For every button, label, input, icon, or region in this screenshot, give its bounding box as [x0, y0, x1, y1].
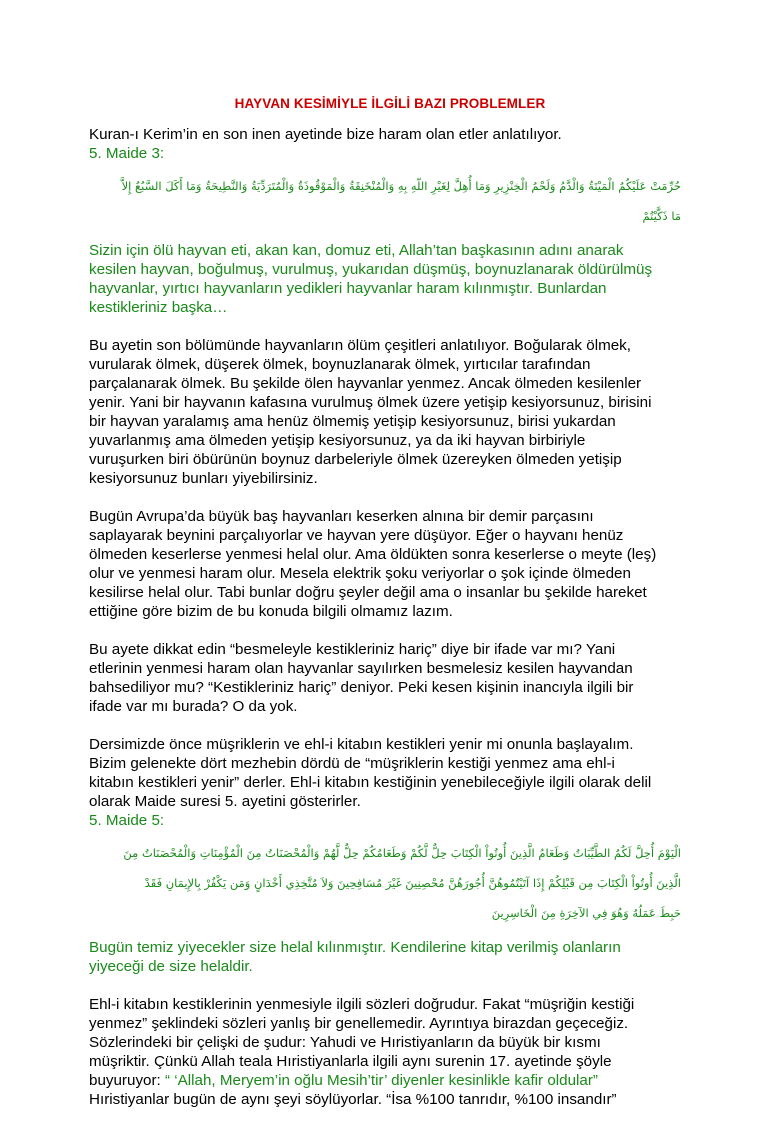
text-line: yenir. Yani bir hayvanın kafasına vurulmuş ölmek üzere yetişip kesiyorsunuz, birisini [89, 394, 652, 411]
arabic-line: الَّذِينَ أُوتُواْ الْكِتَابَ مِن قَبْلِكُمْ إِذَا آتَيْتُمُوهُنَّ أُجُورَهُنَّ مُحْصِنِينَ غَيْرَ مُسَافِحِينَ وَلاَ مُتَّخِذِي أَخْدَانٍ وَمَن يَكْفُرْ بِالإِيمَانِ فَقَدْ [144, 876, 681, 890]
text-line: Bizim gelenekte dört mezhebin dördü de “müşriklerin kestiği yenmez ama ehl-i [89, 755, 615, 772]
verse-reference: 5. Maide 5: [89, 812, 165, 829]
text-line: müşriktir. Çünkü Allah teala Hıristiyanlarla ilgili aynı surenin 17. ayetinde şöyle [89, 1053, 612, 1070]
text-line: kesiyorsunuz bunları yiyebilirsiniz. [89, 470, 318, 487]
text-line: bir hayvan yaralamış ama henüz ölmemiş yetişip kesiyorsunuz, birisi yukardan [89, 413, 616, 430]
page-title: HAYVAN KESİMİYLE İLGİLİ BAZI PROBLEMLER [234, 96, 546, 111]
text-line: Bu ayete dikkat edin “besmeleyle kestikleriniz hariç” diye bir ifade var mı? Yani [89, 641, 616, 658]
text-line: ettiğine göre bizim de bu konuda bilgili olmamız lazım. [89, 603, 453, 620]
document-page [89, 94, 681, 1128]
text-line: Bugün Avrupa’da büyük baş hayvanları keserken alnına bir demir parçasını [89, 508, 594, 525]
text-line: Dersimizde önce müşriklerin ve ehl-i kitabın kestikleri yenir mi onunla başlayalım. [89, 736, 634, 753]
text-line: kitabın kestikleri yenir” derler. Ehl-i kitabın kestiğinin yenebileceğiyle ilgili olarak delil [89, 774, 652, 791]
text-line: parçalanarak ölmek. Bu şekilde ölen hayvanlar yenmez. Ancak ölmeden kesilenler [89, 375, 642, 392]
paragraph-europe [89, 507, 681, 621]
text-line: saplayarak beynini parçalıyorlar ve hayvan yere düşüyor. Eğer o hayvanı henüz [89, 527, 624, 544]
text-line: vurularak ölmek, düşerek ölmek, boynuzlanarak ölmek, yırtıcılar tarafından [89, 356, 591, 373]
verse-quote: “ ‘Allah, Meryem’in oğlu Mesih’tir’ diyenler kesinlikle kafir oldular” [164, 1072, 598, 1089]
text-line: olur ve yenmesi haram olur. Mesela elektrik şoku veriyorlar o şok içinde ölmeden [89, 565, 631, 582]
arabic-line: مَا ذَكَّيْتُمْ [642, 209, 681, 223]
verse-translation [89, 241, 681, 317]
text-line: etlerinin yenmesi haram olan hayvanlar sayılırken besmelesiz kesilen hayvandan [89, 660, 633, 677]
text-line: Bugün temiz yiyecekler size helal kılınmıştır. Kendilerine kitap verilmiş olanların [89, 939, 621, 956]
arabic-line: حَبِطَ عَمَلُهُ وَهُوَ فِي الآخِرَةِ مِنَ الْخَاسِرِينَ [491, 906, 681, 920]
text-line: kesilen hayvan, boğulmuş, vurulmuş, yukarıdan düşmüş, boynuzlanarak öldürülmüş [89, 261, 653, 278]
paragraph-ehl-i-kitab [89, 735, 681, 830]
text-lead: buyuruyor: [89, 1072, 165, 1089]
text-line: Hıristiyanlar bugün de aynı şeyi söylüyorlar. “İsa %100 tanrıdır, %100 insandır” [89, 1091, 617, 1108]
text-line: vuruşurken biri öbürünün boynuz darbeleriyle ölmek üzereyken ölmeden yetişip [89, 451, 622, 468]
text-line: Sizin için ölü hayvan eti, akan kan, domuz eti, Allah’tan başkasının adını anarak [89, 242, 624, 259]
text-line: bahsediliyor mu? “Kestikleriniz hariç” deniyor. Peki kesen kişinin inancıyla ilgili bir [89, 679, 634, 696]
text-line: yuvarlanmış ama ölmeden yetişip kesiyorsunuz, ya da iki hayvan birbiriyle [89, 432, 586, 449]
text-line: Sözlerindeki bir çelişki de şudur: Yahudi ve Hıristiyanların da büyük bir kısmı [89, 1034, 601, 1051]
arabic-line: الْيَوْمَ أُحِلَّ لَكُمُ الطَّيِّبَاتُ وَطَعَامُ الَّذِينَ أُوتُواْ الْكِتَابَ حِلٌّ لَّكُمْ وَطَعَامُكُمْ حِلٌّ لَّهُمْ وَالْمُحْصَنَاتُ مِنَ الْمُؤْمِنَاتِ وَالْمُحْصَنَاتُ مِنَ [123, 846, 681, 860]
text-line: ölmeden keserlerse yenmesi helal olur. Ama öldükten sonra keserlerse o meyte (leş) [89, 546, 657, 563]
text-line: kesilirse helal olur. Tabi bunlar doğru şeyler değil ama o insanlar bu şekilde hareket [89, 584, 647, 601]
text-line: ifade var mı burada? O da yok. [89, 698, 298, 715]
text-line: Bu ayetin son bölümünde hayvanların ölüm çeşitleri anlatılıyor. Boğularak ölmek, [89, 337, 631, 354]
intro-line: Kuran-ı Kerim’in en son inen ayetinde bize haram olan etler anlatılıyor. [89, 126, 562, 143]
text-line: hayvanlar, yırtıcı hayvanların yedikleri hayvanlar haram kılınmıştır. Bunlardan [89, 280, 607, 297]
text-line [89, 1071, 681, 1090]
paragraph-mushrik [89, 995, 681, 1109]
paragraph-besmele [89, 640, 681, 716]
text-line: yiyeceği de size helaldir. [89, 958, 253, 975]
text-line: Ehl-i kitabın kestiklerinin yenmesiyle ilgili sözleri doğrudur. Fakat “müşriğin kestiği [89, 996, 635, 1013]
arabic-verse [89, 164, 681, 239]
intro-text [89, 125, 681, 163]
arabic-line: حُرِّمَتْ عَلَيْكُمُ الْمَيْتَةُ وَالْدَّمُ وَلَحْمُ الْخِنْزِيرِ وَمَا أُهِلَّ لِغَيْرِ اللّهِ بِهِ وَالْمُنْخَنِقَةُ وَالْمَوْقُوذَةُ وَالْمُتَرَدِّيَةُ وَالنَّطِيحَةُ وَمَا أَكَلَ السَّبُعُ إِلاَّ [121, 179, 681, 193]
verse-translation [89, 938, 681, 976]
text-line: olarak Maide suresi 5. ayetini gösterirler. [89, 793, 361, 810]
arabic-verse [89, 831, 681, 936]
paragraph-death-types [89, 336, 681, 488]
verse-reference: 5. Maide 3: [89, 145, 165, 162]
text-line: yenmez” şeklindeki sözleri yanlış bir genellemedir. Ayrıntıya birazdan geçeceğiz. [89, 1015, 629, 1032]
text-line: kestikleriniz başka… [89, 299, 228, 316]
